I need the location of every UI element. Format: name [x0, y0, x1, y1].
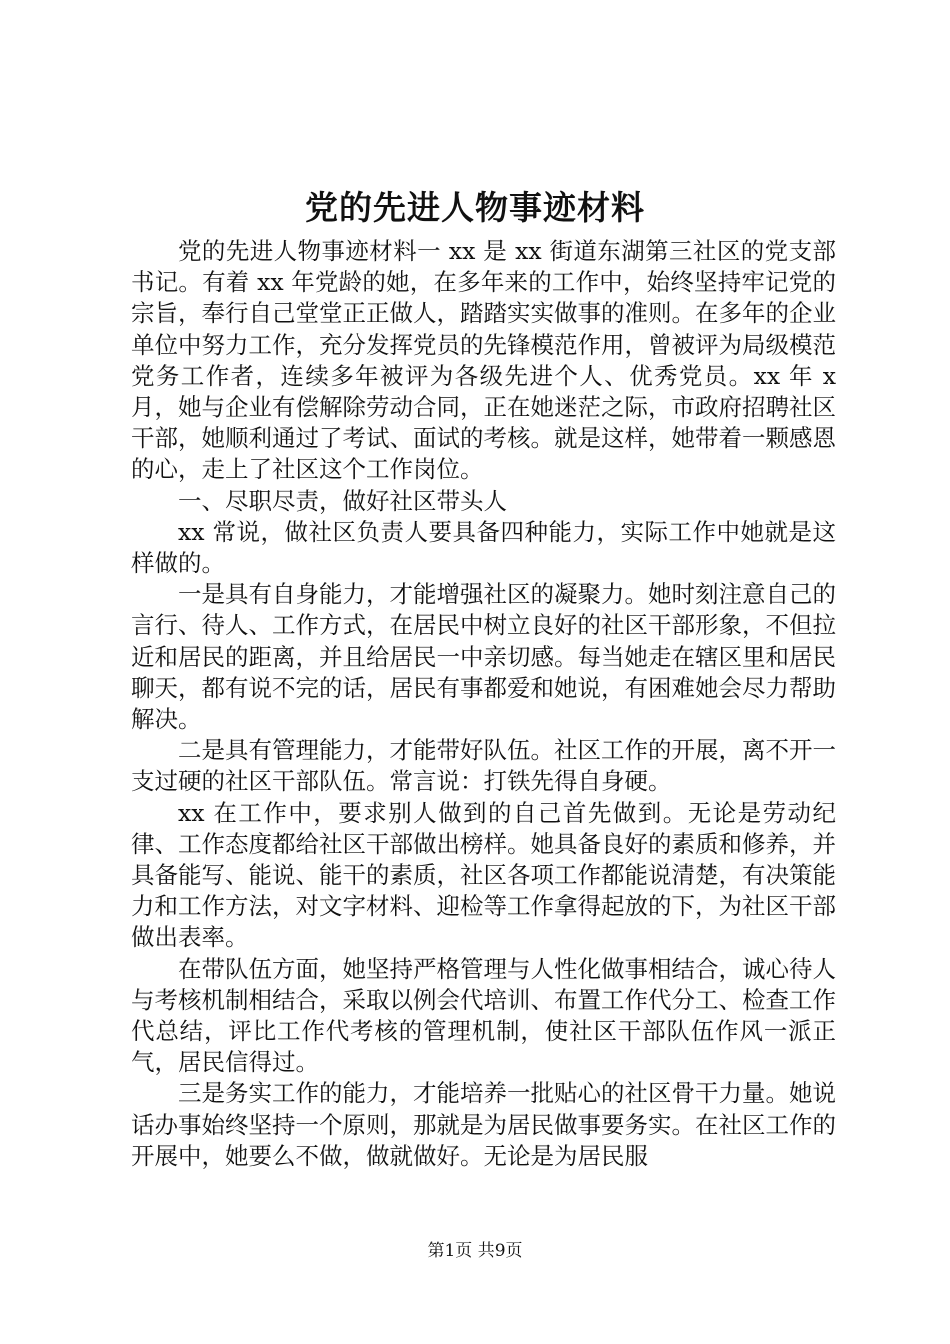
document-body [131, 236, 836, 1172]
paragraph: 一是具有自身能力，才能增强社区的凝聚力。她时刻注意自己的言行、待人、工作方式，在居民中树立良好的社区干部形象，不但拉近和居民的距离，并且给居民一中亲切感。每当她走在辖区里和居民聊天，都有说不完的话，居民有事都爱和她说，有困难她会尽力帮助解决。 [131, 580, 836, 734]
paragraph: 在带队伍方面，她坚持严格管理与人性化做事相结合，诚心待人与考核机制相结合，采取以例会代培训、布置工作代分工、检查工作代总结，评比工作代考核的管理机制，使社区干部队伍作风一派正气，居民信得过。 [131, 954, 836, 1077]
paragraph: xx 在工作中，要求别人做到的自己首先做到。无论是劳动纪律、工作态度都给社区干部做出榜样。她具备良好的素质和修养，并具备能写、能说、能干的素质，社区各项工作都能说清楚，有决策能力和工作方法，对文字材料、迎检等工作拿得起放的下，为社区干部做出表率。 [131, 798, 836, 952]
paragraph: 党的先进人物事迹材料一 xx 是 xx 街道东湖第三社区的党支部书记。有着 xx 年党龄的她，在多年来的工作中，始终坚持牢记党的宗旨，奉行自己堂堂正正做人，踏踏实实做事的准则。在多年的企业单位中努力工作，充分发挥党员的先锋模范作用，曾被评为局级模范党务工作者，连续多年被评为各级先进个人、优秀党员。xx 年 x 月，她与企业有偿解除劳动合同，正在她迷茫之际，市政府招聘社区干部，她顺利通过了考试、面试的考核。就是这样，她带着一颗感恩的心，走上了社区这个工作岗位。 [131, 237, 836, 484]
section-heading: 一、尽职尽责，做好社区带头人 [178, 486, 507, 515]
document-title: 党的先进人物事迹材料 [305, 188, 645, 227]
paragraph: 二是具有管理能力，才能带好队伍。社区工作的开展，离不开一支过硬的社区干部队伍。常言说：打铁先得自身硬。 [131, 736, 836, 796]
page-footer: 第1页 共9页 [427, 1241, 523, 1261]
paragraph: xx 常说，做社区负责人要具备四种能力，实际工作中她就是这样做的。 [131, 517, 836, 578]
paragraph: 三是务实工作的能力，才能培养一批贴心的社区骨干力量。她说话办事始终坚持一个原则，那就是为居民做事要务实。在社区工作的开展中，她要么不做，做就做好。无论是为居民服 [131, 1079, 836, 1170]
